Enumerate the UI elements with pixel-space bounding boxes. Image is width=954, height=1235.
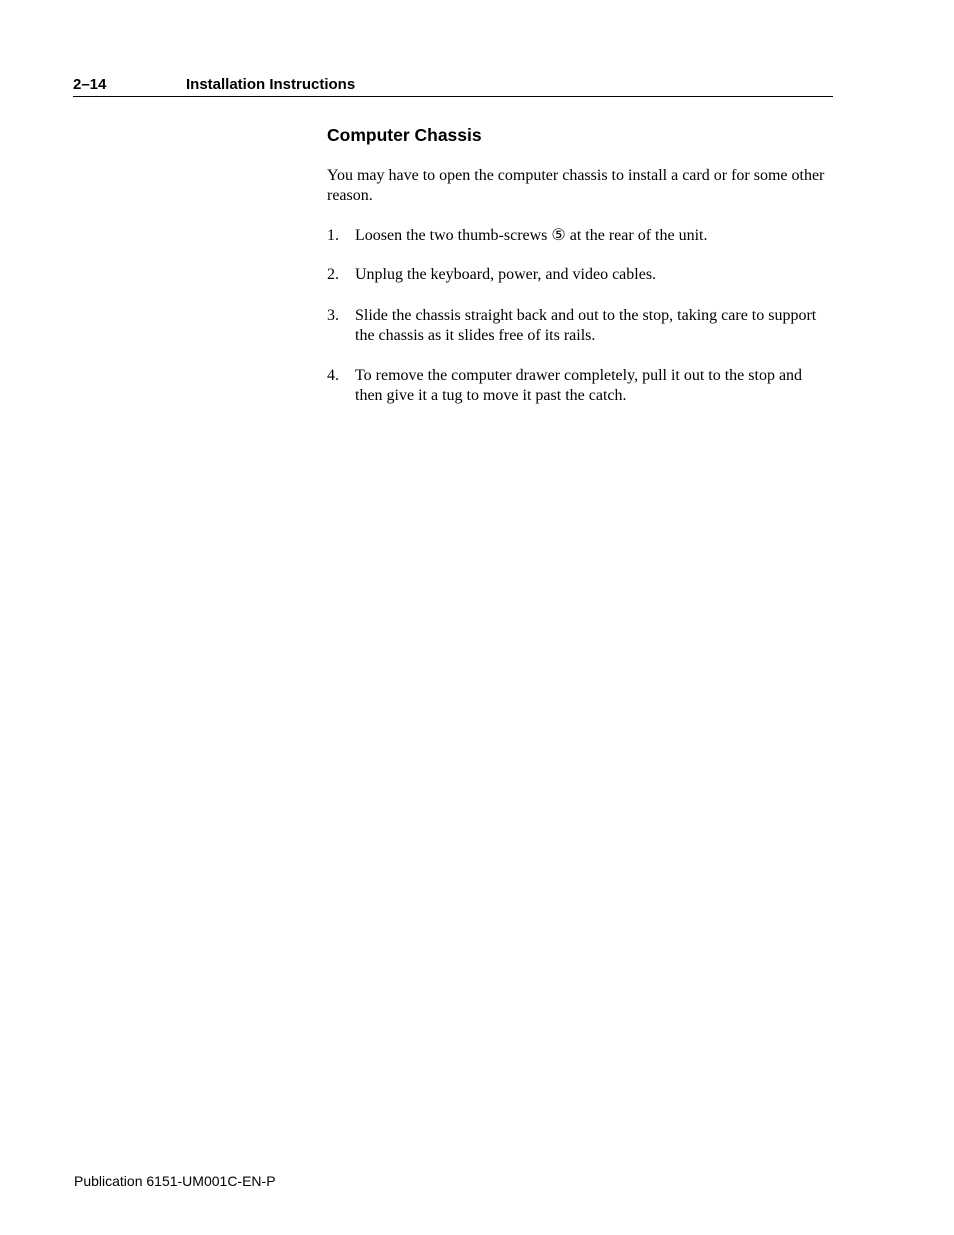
running-title: Installation Instructions	[186, 76, 356, 93]
page-header	[73, 75, 833, 97]
step-number: 1.	[327, 227, 339, 244]
page-number: 2–14	[73, 76, 107, 93]
step-number: 3.	[327, 307, 339, 324]
step-number: 4.	[327, 367, 339, 384]
step-item	[327, 366, 827, 406]
intro-paragraph: You may have to open the computer chassis to install a card or for some other reason.	[327, 167, 825, 204]
steps-list	[327, 226, 827, 406]
step-item	[327, 306, 827, 346]
step-item	[327, 226, 827, 246]
step-text: To remove the computer drawer completely, pull it out to the stop and then give it a tug to move it past the catch.	[355, 367, 803, 404]
step-number: 2.	[327, 266, 339, 283]
publication-footer: Publication 6151-UM001C-EN-P	[74, 1173, 276, 1189]
step-text: Unplug the keyboard, power, and video cables.	[355, 266, 657, 283]
step-item	[327, 265, 827, 285]
step-text: Slide the chassis straight back and out to the stop, taking care to support the chassis as it slides free of its rails.	[355, 307, 817, 344]
main-content	[327, 124, 827, 406]
section-title: Computer Chassis	[327, 125, 482, 145]
step-text: Loosen the two thumb-screws ⑤ at the rear of the unit.	[355, 227, 708, 244]
